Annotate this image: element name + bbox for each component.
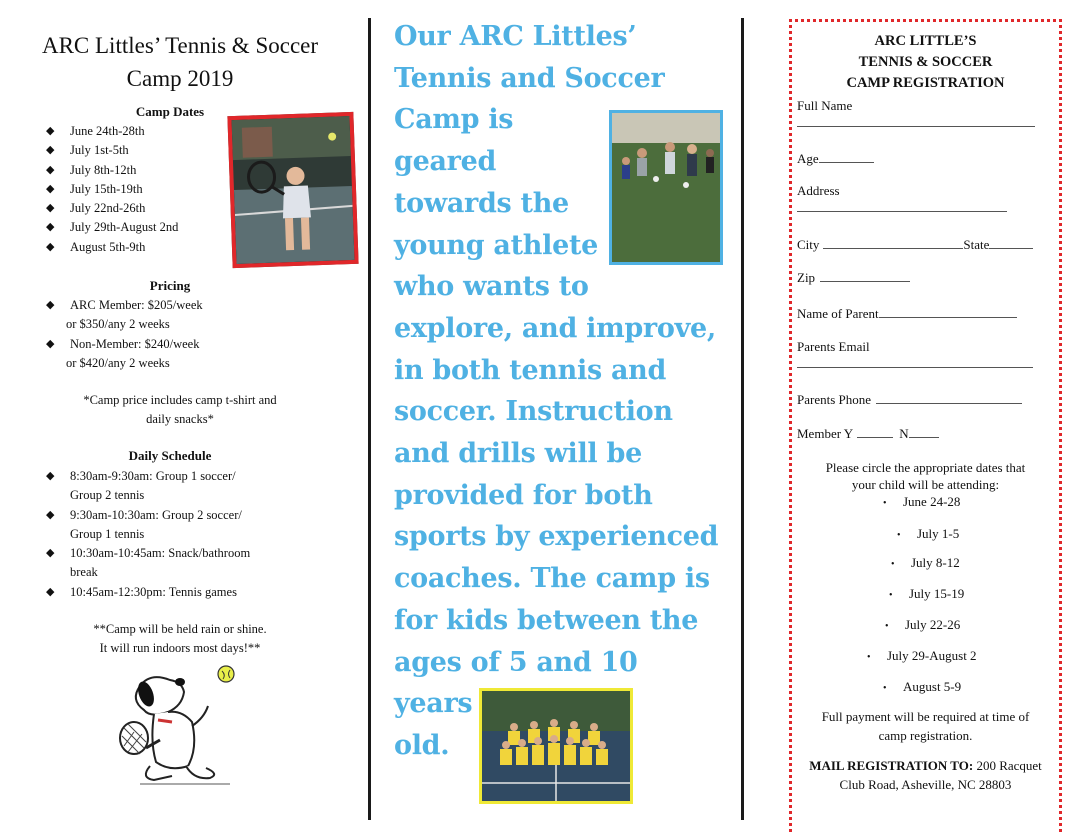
camp-title-line2: Camp 2019 <box>126 66 234 91</box>
left-panel <box>0 0 368 832</box>
list-item-continuation: or $350/any 2 weeks <box>66 317 170 332</box>
list-item: ◆ August 5th-9th <box>46 238 178 257</box>
payment-note-line2: camp registration. <box>878 728 973 743</box>
pricing-heading: Pricing <box>149 278 191 293</box>
rain-note-line1: **Camp will be held rain or shine. <box>93 622 267 636</box>
list-item: ◆ July 22nd-26th <box>46 199 178 218</box>
bullet-diamond-icon: ◆ <box>46 547 55 560</box>
mail-registration-line1 <box>792 757 1059 774</box>
list-item-continuation: Group 1 tennis <box>70 526 145 541</box>
city-label: City <box>797 237 820 252</box>
bullet-diamond-icon: ◆ <box>46 163 55 176</box>
bullet-dot-icon: • <box>883 498 887 509</box>
bullet-dot-icon: • <box>885 621 889 632</box>
registration-title-line2: TENNIS & SOCCER <box>858 54 993 70</box>
middle-panel <box>373 0 741 832</box>
date-option-4[interactable]: • July 15-19 <box>889 586 965 601</box>
bullet-diamond-icon: ◆ <box>46 470 55 482</box>
group-photo-graphic <box>482 691 630 801</box>
age-label: Age <box>797 151 819 166</box>
list-item: ◆ 10:30am-10:45am: Snack/bathroom <box>46 544 250 563</box>
list-item: ◆ 9:30am-10:30am: Group 2 soccer/ <box>46 506 250 525</box>
list-item: ◆ July 8th-12th <box>46 161 178 180</box>
list-item-continuation: or $420/any 2 weeks <box>66 355 170 370</box>
parent-phone-field[interactable] <box>797 391 1022 408</box>
list-item: ◆ July 29th-August 2nd <box>46 218 178 237</box>
bullet-diamond-icon: ◆ <box>46 337 55 350</box>
bullet-dot-icon: • <box>889 590 893 601</box>
circle-dates-line1: Please circle the appropriate dates that <box>825 460 1026 475</box>
list-item: ◆ July 15th-19th <box>46 180 178 199</box>
bullet-dot-icon: • <box>897 530 901 541</box>
schedule-list <box>46 467 250 602</box>
mail-address-line2: Club Road, Asheville, NC 28803 <box>839 777 1012 792</box>
bullet-diamond-icon: ◆ <box>46 508 55 521</box>
zip-field[interactable] <box>797 269 910 286</box>
snoopy-tennis-illustration <box>110 662 250 787</box>
group-photo <box>479 688 633 804</box>
date-option-1[interactable]: • June 24-28 <box>883 494 961 509</box>
date-option-6[interactable]: • July 29-August 2 <box>867 648 977 663</box>
pricing-list <box>46 296 203 373</box>
rain-note-line2: It will run indoors most days!** <box>99 641 261 655</box>
address-label: Address <box>797 183 840 198</box>
bullet-diamond-icon: ◆ <box>46 202 55 215</box>
registration-title-line1: ARC LITTLE’S <box>874 33 977 49</box>
date-option-5[interactable]: • July 22-26 <box>885 617 961 632</box>
registration-form <box>789 19 1062 832</box>
member-field[interactable] <box>797 425 939 442</box>
date-option-3[interactable]: • July 8-12 <box>891 555 960 570</box>
bullet-diamond-icon: ◆ <box>46 144 55 157</box>
member-y-label: Member Y <box>797 426 854 441</box>
address-line[interactable] <box>797 199 1007 216</box>
soccer-photo-graphic <box>612 113 720 262</box>
list-item: ◆ 10:45am-12:30pm: Tennis games <box>46 583 250 602</box>
city-state-field[interactable] <box>797 236 1033 253</box>
bullet-diamond-icon: ◆ <box>46 221 55 234</box>
parent-email-line[interactable] <box>797 355 1033 372</box>
camp-description: Our ARC Littles’ Tennis and Soccer Camp is geared towards the young athlete who wants to explore, and improve, in both tennis and soccer. Instruction and drills will be provided for both sports by experienced coaches. The camp is for kids between the ages of 5 and 10 years old. <box>394 21 719 761</box>
bullet-diamond-icon: ◆ <box>46 585 55 598</box>
tennis-photo-graphic <box>232 116 355 264</box>
list-item-continuation: Group 2 tennis <box>70 488 145 503</box>
state-label: State <box>963 237 990 252</box>
full-name-field[interactable] <box>797 98 852 114</box>
mail-address1: 200 Racquet <box>976 758 1042 773</box>
bullet-diamond-icon: ◆ <box>46 240 55 253</box>
parent-name-field[interactable] <box>797 305 1017 322</box>
bullet-dot-icon: • <box>883 683 887 694</box>
bullet-diamond-icon: ◆ <box>46 125 55 137</box>
list-item-continuation: break <box>70 565 98 580</box>
full-name-line[interactable] <box>797 114 1035 131</box>
schedule-heading: Daily Schedule <box>128 448 212 463</box>
zip-label: Zip <box>797 270 816 285</box>
camp-dates-list <box>46 122 178 257</box>
column-divider-left <box>368 18 371 820</box>
list-item: ◆ June 24th-28th <box>46 122 178 141</box>
parent-name-label: Name of Parent <box>797 306 879 321</box>
list-item: ◆ Non-Member: $240/week <box>46 335 203 354</box>
date-option-2[interactable]: • July 1-5 <box>897 526 960 541</box>
address-field[interactable] <box>797 183 840 199</box>
parent-email-field[interactable] <box>797 339 870 355</box>
payment-note-line1: Full payment will be required at time of <box>821 709 1030 724</box>
bullet-diamond-icon: ◆ <box>46 299 55 311</box>
date-option-7[interactable]: • August 5-9 <box>883 679 962 694</box>
list-item: ◆ 8:30am-9:30am: Group 1 soccer/ <box>46 467 250 486</box>
price-note-line2: daily snacks* <box>146 412 214 426</box>
member-n-label: N <box>899 426 909 441</box>
camp-title-line1: ARC Littles’ Tennis & Soccer <box>41 33 319 58</box>
full-name-label: Full Name <box>797 98 853 113</box>
list-item: ◆ ARC Member: $205/week <box>46 296 203 315</box>
bullet-dot-icon: • <box>867 652 871 663</box>
circle-dates-line2: your child will be attending: <box>851 477 1000 492</box>
camp-dates-heading: Camp Dates <box>135 104 205 119</box>
list-item: ◆ July 1st-5th <box>46 141 178 160</box>
bullet-diamond-icon: ◆ <box>46 182 55 195</box>
soccer-drill-photo <box>609 110 723 265</box>
tennis-player-photo <box>227 112 358 268</box>
mail-label: MAIL REGISTRATION TO: <box>809 758 974 773</box>
column-divider-right <box>741 18 744 820</box>
parent-phone-label: Parents Phone <box>797 392 872 407</box>
price-note-line1: *Camp price includes camp t-shirt and <box>83 393 277 407</box>
tennis-ball-icon <box>218 666 234 682</box>
age-field[interactable] <box>797 150 874 167</box>
registration-title-line3: CAMP REGISTRATION <box>846 75 1005 91</box>
parent-email-label: Parents Email <box>797 339 870 354</box>
bullet-dot-icon: • <box>891 559 895 570</box>
